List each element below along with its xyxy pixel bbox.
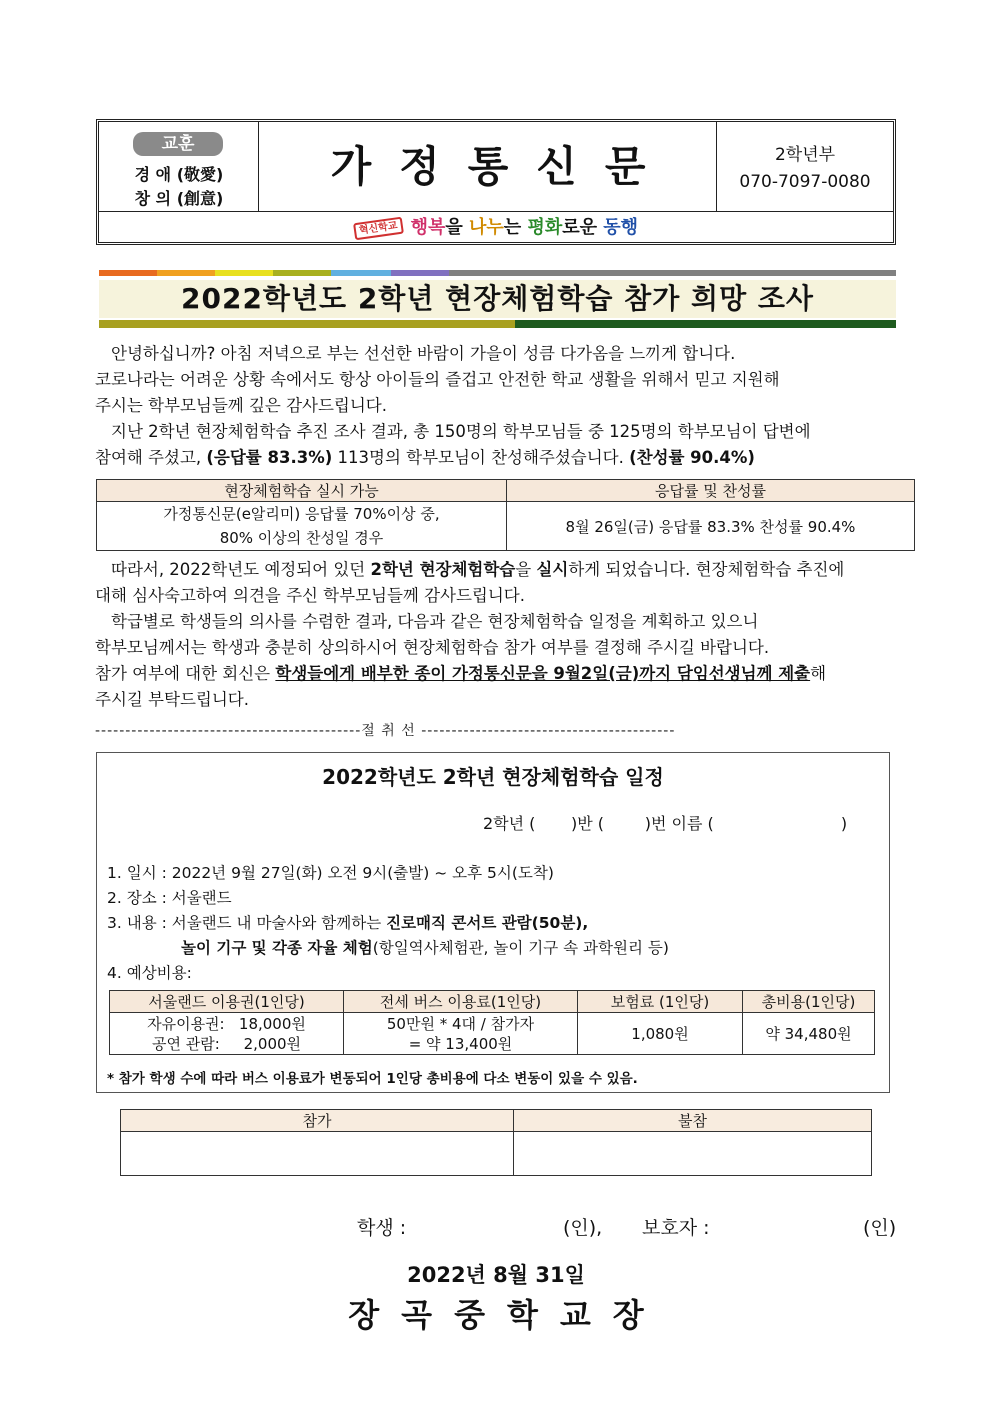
cut-line: --------------------------------------------절 취 선 ------------------------------------------ bbox=[95, 723, 676, 739]
body-line: 대해 심사숙고하여 의견을 주신 학부모님들께 감사드립니다. bbox=[95, 586, 525, 605]
body-line: 주시길 부탁드립니다. bbox=[95, 690, 249, 709]
cost-header: 전세 버스 이용료(1인당) bbox=[344, 991, 578, 1013]
slogan-word-1: 행복 bbox=[410, 217, 446, 238]
newsletter-title: 가정통신문 bbox=[330, 142, 674, 191]
student-sign-label: 학생 : bbox=[357, 1217, 407, 1239]
schedule-title: 2022학년도 2학년 현장체험학습 일정 bbox=[322, 765, 664, 789]
intro-line: 안녕하십니까? 아침 저녁으로 부는 선선한 바람이 가을이 성큼 다가옴을 느끼게 합니다. bbox=[111, 344, 736, 363]
motto-badge: 교훈 bbox=[133, 132, 223, 156]
slogan-word-2: 을 bbox=[445, 217, 470, 238]
attend-header: 참가 bbox=[121, 1110, 514, 1132]
absent-checkbox-cell[interactable] bbox=[514, 1132, 872, 1176]
parent-seal[interactable]: (인) bbox=[863, 1217, 897, 1239]
intro-line: 지난 2학년 현장체험학습 추진 조사 결과, 총 150명의 학부모님들 중 125명의 학부모님이 답변에 bbox=[111, 422, 811, 441]
slogan-word-6: 로운 bbox=[562, 217, 604, 238]
slogan-word-7: 동행 bbox=[603, 217, 639, 238]
slogan-word-4: 는 bbox=[503, 217, 528, 238]
motto-line-2: 창 의 (創意) bbox=[134, 189, 224, 208]
issue-date: 2022년 8월 31일 bbox=[407, 1263, 585, 1287]
schedule-item-content: 3. 내용 : 서울랜드 내 마술사와 함께하는 진로매직 콘서트 관람(50분), bbox=[107, 914, 589, 932]
principal-name: 장곡중학교장 bbox=[348, 1296, 666, 1334]
student-info-line[interactable]: 2학년 ( )반 ( )번 이름 ( ) bbox=[483, 814, 848, 833]
newsletter-header bbox=[96, 119, 896, 245]
cost-table bbox=[109, 990, 875, 1055]
motto-line-1: 경 애 (敬愛) bbox=[134, 165, 224, 184]
department-contact bbox=[717, 122, 893, 211]
result-header-condition: 현장체험학습 실시 가능 bbox=[97, 480, 507, 502]
student-seal[interactable]: (인), bbox=[563, 1217, 603, 1239]
slogan-word-5: 평화 bbox=[527, 217, 563, 238]
result-table bbox=[96, 479, 915, 551]
body-paragraph bbox=[95, 557, 897, 713]
survey-title-box bbox=[99, 280, 896, 318]
schedule-item-content-2: 놀이 기구 및 각종 자율 체험(항일역사체험관, 놀이 기구 속 과학원리 등) bbox=[181, 939, 669, 957]
result-cell-rates: 8월 26일(금) 응답률 83.3% 찬성률 90.4% bbox=[507, 502, 915, 551]
cost-cell-total: 약 34,480원 bbox=[743, 1013, 875, 1055]
intro-line: 주시는 학부모님들께 깊은 감사드립니다. bbox=[95, 396, 387, 415]
newsletter-title-cell bbox=[259, 122, 717, 211]
body-line: 참가 여부에 대한 회신은 학생들에게 배부한 종이 가정통신문을 9월2일(금)까지 담임선생님께 제출해 bbox=[95, 664, 827, 683]
department-name: 2학년부 bbox=[774, 145, 836, 165]
intro-line: 코로나라는 어려운 상황 속에서도 항상 아이들의 즐겁고 안전한 학교 생활을 위해서 믿고 지원해 bbox=[95, 370, 780, 389]
cost-header: 총비용(1인당) bbox=[743, 991, 875, 1013]
cost-header: 서울랜드 이용권(1인당) bbox=[110, 991, 344, 1013]
result-cell-condition: 가정통신문(e알리미) 응답률 70%이상 중, 80% 이상의 찬성일 경우 bbox=[97, 502, 507, 551]
attend-checkbox-cell[interactable] bbox=[121, 1132, 514, 1176]
cost-cell-insurance: 1,080원 bbox=[578, 1013, 743, 1055]
result-header-rates: 응답률 및 찬성률 bbox=[507, 480, 915, 502]
absent-header: 불참 bbox=[514, 1110, 872, 1132]
body-line: 따라서, 2022학년도 예정되어 있던 2학년 현장체험학습을 실시하게 되었습니다. 현장체험학습 추진에 bbox=[111, 560, 845, 579]
schedule-item-place: 2. 장소 : 서울랜드 bbox=[107, 889, 232, 907]
intro-line: 참여해 주셨고, (응답률 83.3%) 113명의 학부모님이 찬성해주셨습니다. (찬성률 90.4%) bbox=[95, 448, 755, 467]
schedule-box bbox=[96, 752, 890, 1093]
body-line: 학급별로 학생들의 의사를 수렴한 결과, 다음과 같은 현장체험학습 일정을 계획하고 있으니 bbox=[111, 612, 759, 631]
survey-title: 2022학년도 2학년 현장체험학습 참가 희망 조사 bbox=[181, 282, 814, 315]
approval-rate: (찬성률 90.4%) bbox=[629, 448, 755, 467]
body-line: 학부모님께서는 학생과 충분히 상의하시어 현장체험학습 참가 여부를 결정해 주시길 바랍니다. bbox=[95, 638, 770, 657]
innovation-school-stamp-icon: 혁신학교 bbox=[353, 216, 404, 240]
slogan bbox=[99, 212, 893, 243]
intro-paragraph bbox=[95, 341, 897, 471]
school-motto bbox=[99, 122, 259, 211]
parent-sign-label: 보호자 : bbox=[642, 1217, 710, 1239]
cost-cell-bus: 50만원 * 4대 / 참가자 = 약 13,400원 bbox=[344, 1013, 578, 1055]
submission-deadline: 학생들에게 배부한 종이 가정통신문을 9월2일(금)까지 담임선생님께 제출 bbox=[275, 664, 811, 683]
schedule-item-date: 1. 일시 : 2022년 9월 27일(화) 오전 9시(출발) ~ 오후 5시(도착) bbox=[107, 864, 554, 882]
slogan-word-3: 나누 bbox=[469, 217, 504, 238]
cost-header: 보험료 (1인당) bbox=[578, 991, 743, 1013]
phone-number: 070-7097-0080 bbox=[739, 172, 871, 192]
schedule-item-cost: 4. 예상비용: bbox=[107, 964, 192, 982]
response-rate: (응답률 83.3%) bbox=[206, 448, 333, 467]
cost-note: * 참가 학생 수에 따라 버스 이용료가 변동되어 1인당 총비용에 다소 변동이 있을 수 있음. bbox=[107, 1071, 638, 1087]
cost-cell-seoulland: 자유이용권: 18,000원 공연 관람: 2,000원 bbox=[110, 1013, 344, 1055]
attendance-table bbox=[120, 1109, 872, 1176]
slogan-row bbox=[99, 211, 893, 242]
